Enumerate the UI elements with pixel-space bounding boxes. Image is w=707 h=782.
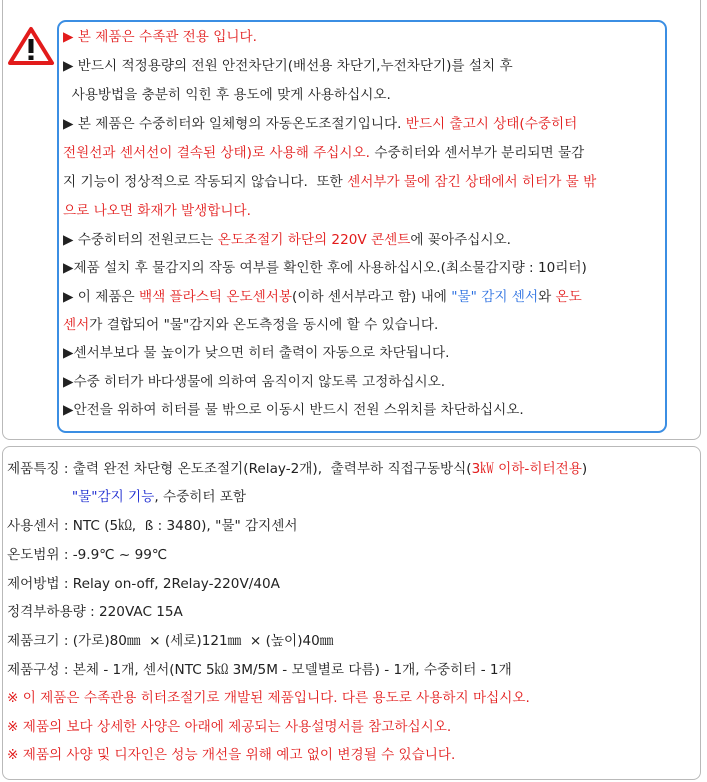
- spec-line-1: [7, 459, 587, 479]
- warning-line-10: [63, 287, 582, 307]
- spec-text-segment: , 수중히터 포함: [154, 489, 247, 505]
- warning-text-segment: ▶안전을 위하여 히터를 물 밖으로 이동시 반드시 전원 스위치를 차단하십시오.: [63, 402, 524, 418]
- spec-text-segment: "물"감지 기능: [71, 489, 155, 505]
- warning-text-segment: 에 꽂아주십시오.: [410, 232, 511, 248]
- warning-line-11: [63, 315, 438, 335]
- warning-text-segment: ▶ 본 제품은 수중히터와 일체형의 자동온도조절기입니다.: [63, 116, 406, 132]
- warning-text-segment: 센서부가 물에 잠긴 상태에서 히터가 물 밖: [347, 174, 597, 190]
- warning-text-segment: 지 기능이 정상적으로 작동되지 않습니다. 또한: [63, 174, 348, 190]
- warning-line-4: [63, 114, 577, 134]
- warning-text-segment: 온도조절기 하단의 220V 콘센트: [217, 232, 411, 248]
- spec-text-segment: ※ 제품의 사양 및 디자인은 성능 개선을 위해 예고 없이 변경될 수 있습니다.: [7, 747, 456, 763]
- warning-line-3: [63, 85, 391, 105]
- warning-text-segment: ▶ 본 제품은 수족관 전용 입니다.: [63, 29, 257, 45]
- spec-line-8: [7, 660, 512, 680]
- warning-line-5: [63, 143, 584, 163]
- warning-text-segment: "물" 감지 센서: [451, 289, 539, 305]
- warning-text-segment: 수중히터와 센서부가 분리되면 물감: [370, 145, 585, 161]
- warning-line-2: [63, 56, 513, 76]
- warning-text-segment: 사용방법을 충분히 익힌 후 용도에 맞게 사용하십시오.: [63, 87, 391, 103]
- spec-line-11: [7, 745, 455, 765]
- warning-line-8: [63, 230, 511, 250]
- warning-line-13: [63, 372, 445, 392]
- warning-text-segment: ▶ 수중히터의 전원코드는: [63, 232, 218, 248]
- spec-line-3: [7, 516, 298, 536]
- warning-text-segment: ▶수중 히터가 바다생물에 의하여 움직이지 않도록 고정하십시오.: [63, 374, 446, 390]
- warning-line-7: [63, 201, 251, 221]
- spec-text-segment: 정격부하용량 : 220VAC 15A: [7, 604, 183, 620]
- warning-text-segment: 백색 플라스틱 온도센서봉: [138, 289, 293, 305]
- spec-text-segment: ※ 이 제품은 수족관용 히터조절기로 개발된 제품입니다. 다른 용도로 사용하지 마십시오.: [7, 690, 530, 706]
- warning-text-segment: 센서: [63, 317, 90, 333]
- warning-line-14: [63, 400, 524, 420]
- warning-text-segment: 온도: [555, 289, 582, 305]
- spec-line-10: [7, 717, 451, 737]
- spec-line-5: [7, 574, 280, 594]
- warning-text-segment: ▶ 이 제품은: [63, 289, 139, 305]
- warning-line-12: [63, 343, 449, 363]
- warning-text-segment: 으로 나오면 화재가 발생합니다.: [63, 203, 251, 219]
- spec-line-6: [7, 602, 183, 622]
- spec-text-segment: 사용센서 : NTC (5㏀, ß : 3480), "물" 감지센서: [7, 518, 298, 534]
- spec-line-9: [7, 688, 530, 708]
- spec-text-segment: ※ 제품의 보다 상세한 사양은 아래에 제공되는 사용설명서를 참고하십시오.: [7, 719, 452, 735]
- spec-text-segment: 제품특징 : 출력 완전 차단형 온도조절기(Relay-2개), 출력부하 직접구동방식(: [7, 461, 472, 477]
- spec-text-segment: 제어방법 : Relay on-off, 2Relay-220V/40A: [7, 576, 280, 592]
- spec-line-7: [7, 631, 333, 651]
- spec-line-4: [7, 545, 167, 565]
- warning-text-segment: 와: [538, 289, 556, 305]
- warning-triangle-icon: [7, 26, 55, 66]
- warning-line-6: [63, 172, 596, 192]
- spec-text-segment: 제품구성 : 본체 - 1개, 센서(NTC 5㏀ 3M/5M - 모델별로 다름) - 1개, 수중히터 - 1개: [7, 662, 512, 678]
- spec-text-segment: [7, 489, 72, 505]
- warning-text-segment: 전원선과 센서선이 결속된 상태)로 사용해 주십시오.: [63, 145, 370, 161]
- warning-text-segment: 반드시 출고시 상태(수중히터: [405, 116, 578, 132]
- spec-text-segment: ): [581, 461, 588, 477]
- spec-text-segment: 3㎾ 이하-히터전용: [471, 461, 582, 477]
- warning-text-segment: 가 결합되어 "물"감지와 온도측정을 동시에 할 수 있습니다.: [89, 317, 439, 333]
- warning-line-1: [63, 27, 257, 47]
- spec-text-segment: 온도범위 : -9.9℃ ~ 99℃: [7, 547, 168, 563]
- warning-text-segment: ▶ 반드시 적정용량의 전원 안전차단기(배선용 차단기,누전차단기)를 설치 후: [63, 58, 513, 74]
- warning-text-segment: (이하 센서부라고 함) 내에: [292, 289, 452, 305]
- warning-text-segment: ▶제품 설치 후 물감지의 작동 여부를 확인한 후에 사용하십시오.(최소물감지량 : 10리터): [63, 260, 587, 276]
- warning-text-segment: ▶센서부보다 물 높이가 낮으면 히터 출력이 자동으로 차단됩니다.: [63, 345, 450, 361]
- spec-text-segment: 제품크기 : (가로)80㎜ × (세로)121㎜ × (높이)40㎜: [7, 633, 334, 649]
- spec-line-2: [7, 487, 246, 507]
- warning-line-9: [63, 258, 587, 278]
